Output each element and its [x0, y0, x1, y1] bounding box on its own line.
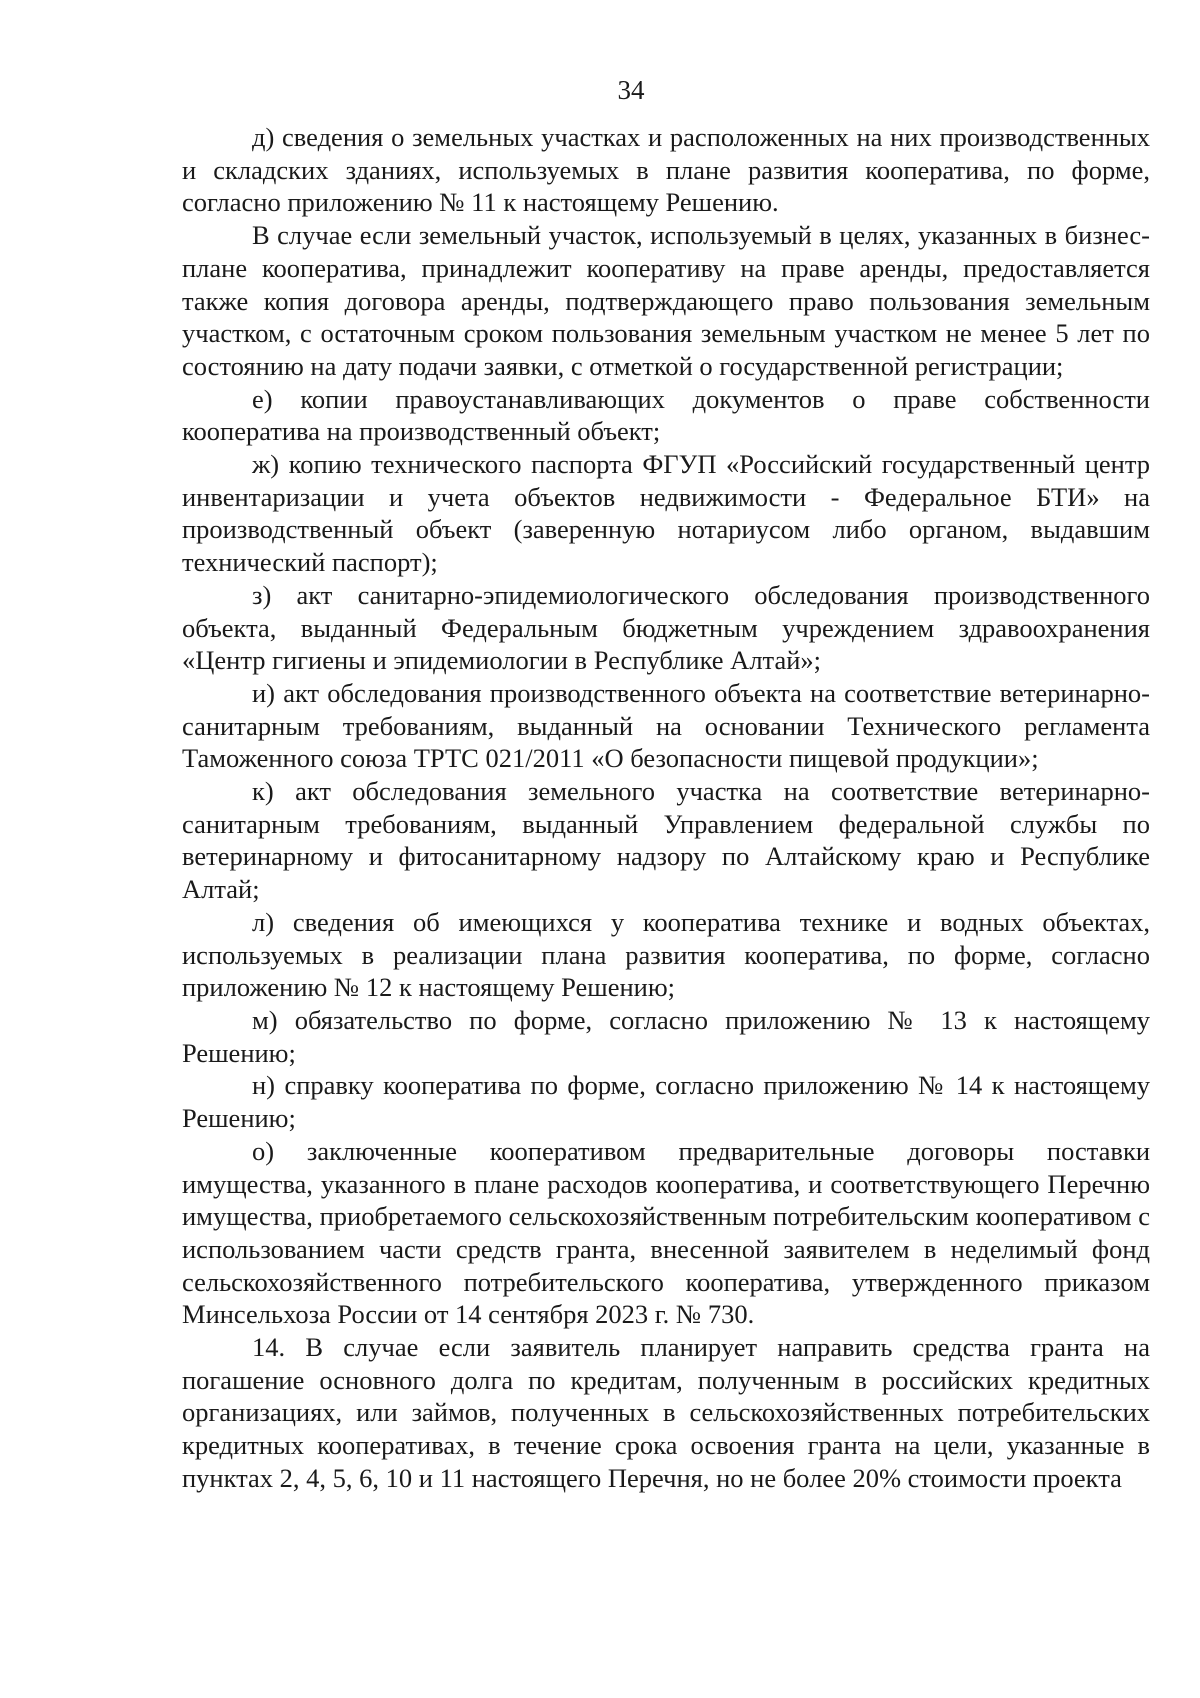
paragraph-land-lease: В случае если земельный участок, используемый в целях, указанных в бизнес-плане кооператива, принадлежит кооперативу на праве аренды, предоставляется также копия договора аренды, подтверждающего право пользования земельным участком, с остаточным сроком пользования земельным участком не менее 5 лет по состоянию на дату подачи заявки, с отметкой о государственной регистрации;: [182, 220, 1150, 381]
paragraph-item-n: н) справку кооператива по форме, согласно приложению № 14 к настоящему Решению;: [182, 1070, 1150, 1134]
paragraph-item-zh: ж) копию технического паспорта ФГУП «Российский государственный центр инвентаризации и учета объектов недвижимости - Федеральное БТИ» на производственный объект (заверенную нотариусом либо органом, выдавшим технический паспорт);: [182, 449, 1150, 578]
paragraph-section-14: 14. В случае если заявитель планирует направить средства гранта на погашение основного долга по кредитам, полученным в российских кредитных организациях, или займов, полученных в сельскохозяйственных потребительских кредитных кооперативах, в течение срока освоения гранта на цели, указанные в пунктах 2, 4, 5, 6, 10 и 11 настоящего Перечня, но не более 20% стоимости проекта: [182, 1332, 1150, 1493]
paragraph-item-i: и) акт обследования производственного объекта на соответствие ветеринарно-санитарным требованиям, выданный на основании Технического регламента Таможенного союза ТРТС 021/2011 «О безопасности пищевой продукции»;: [182, 677, 1150, 774]
paragraph-item-m: м) обязательство по форме, согласно приложению № 13 к настоящему Решению;: [182, 1004, 1150, 1068]
page-number: 34: [617, 75, 645, 105]
paragraph-item-e: е) копии правоустанавливающих документов о праве собственности кооператива на производственный объект;: [182, 383, 1150, 447]
document-body: [182, 121, 1150, 1495]
paragraph-item-d: д) сведения о земельных участках и расположенных на них производственных и складских зданиях, используемых в плане развития кооператива, по форме, согласно приложению № 11 к настоящему Решению.: [182, 122, 1150, 218]
paragraph-item-l: л) сведения об имеющихся у кооператива технике и водных объектах, используемых в реализации плана развития кооператива, по форме, согласно приложению № 12 к настоящему Решению;: [182, 906, 1150, 1003]
paragraph-item-k: к) акт обследования земельного участка на соответствие ветеринарно-санитарным требованиям, выданный Управлением федеральной службы по ветеринарному и фитосанитарному надзору по Алтайскому краю и Республике Алтай;: [182, 776, 1150, 905]
paragraph-item-z: з) акт санитарно-эпидемиологического обследования производственного объекта, выданный Федеральным бюджетным учреждением здравоохранения «Центр гигиены и эпидемиологии в Республике Алтай»;: [182, 579, 1150, 676]
paragraph-item-o: о) заключенные кооперативом предварительные договоры поставки имущества, указанного в плане расходов кооператива, и соответствующего Перечню имущества, приобретаемого сельскохозяйственным потребительским кооперативом с использованием части средств гранта, внесенной заявителем в неделимый фонд сельскохозяйственного потребительского кооператива, утвержденного приказом Минсельхоза России от 14 сентября 2023 г. № 730.: [182, 1135, 1150, 1330]
